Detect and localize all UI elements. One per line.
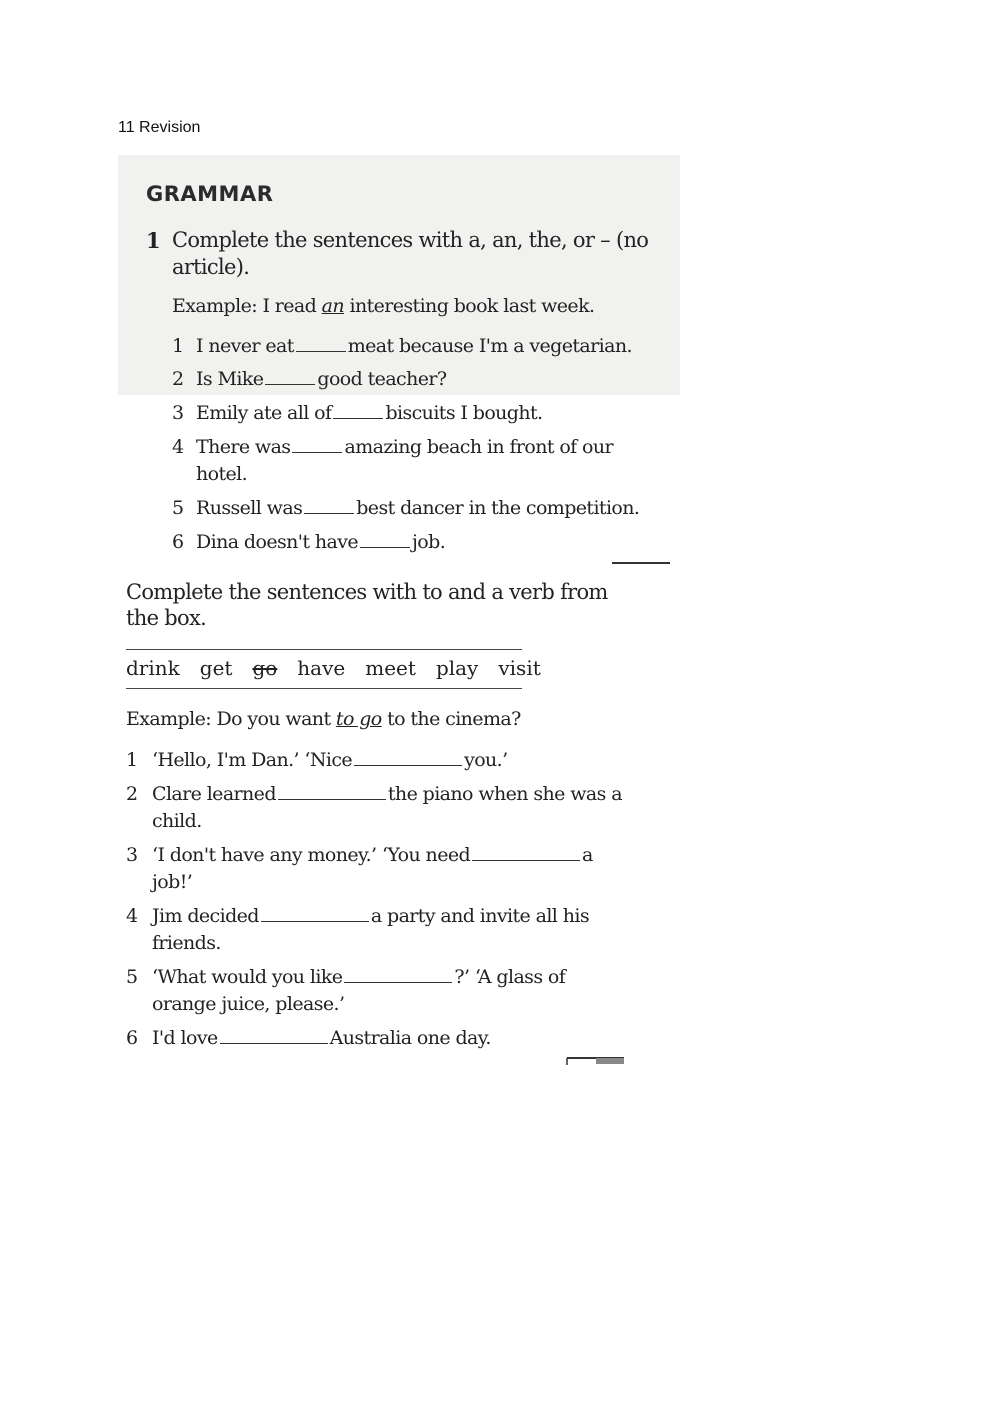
word-box-item: play — [435, 656, 479, 680]
example-suffix: interesting book last week. — [344, 295, 595, 317]
word-box-item-used: go — [252, 656, 278, 680]
item-text-before: There was — [196, 436, 291, 458]
list-item — [152, 1027, 491, 1049]
example-suffix: to the cinema? — [381, 708, 521, 730]
item-text-before: Dina doesn't have — [196, 531, 358, 553]
item-number: 3 — [172, 402, 185, 424]
exercise2-example — [126, 708, 521, 730]
exercise1-number: 1 — [146, 228, 160, 253]
item-number: 4 — [126, 905, 139, 927]
answer-blank[interactable] — [354, 764, 462, 766]
item-number: 5 — [126, 966, 139, 988]
exercise2-instruction-line1: Complete the sentences with to and a verb from — [126, 580, 608, 604]
example-prefix: Example: Do you want — [126, 708, 336, 730]
item-number: 2 — [172, 368, 185, 390]
item-text-continuation: friends. — [152, 932, 221, 954]
item-text-after: you.’ — [464, 749, 508, 771]
item-text-continuation: orange juice, please.’ — [152, 993, 345, 1015]
item-number: 4 — [172, 436, 185, 458]
answer-blank[interactable] — [292, 451, 342, 453]
answer-blank[interactable] — [344, 981, 452, 983]
item-text-continuation: child. — [152, 810, 202, 832]
item-text-before: Clare learned — [152, 783, 276, 805]
list-item — [196, 436, 613, 458]
answer-blank[interactable] — [220, 1042, 328, 1044]
score-box-corner — [566, 1056, 628, 1068]
answer-blank[interactable] — [278, 798, 386, 800]
answer-blank[interactable] — [304, 512, 354, 514]
exercise1-instruction-line1: Complete the sentences with a, an, the, or – (no — [172, 228, 649, 252]
item-text-before: ‘Hello, I'm Dan.’ ‘Nice — [152, 749, 353, 771]
item-text-after: Australia one day. — [329, 1027, 491, 1049]
answer-blank[interactable] — [296, 350, 346, 352]
word-box-bottom-rule — [126, 688, 522, 689]
item-text-after: meat because I'm a vegetarian. — [347, 335, 632, 357]
item-text-before: I'd love — [152, 1027, 218, 1049]
page-label: 11 Revision — [118, 119, 201, 136]
exercise2-instruction-line2: the box. — [126, 606, 207, 630]
answer-blank[interactable] — [261, 920, 369, 922]
word-box-item: meet — [365, 656, 416, 680]
item-text-before: ‘I don't have any money.’ ‘You need — [152, 844, 471, 866]
example-prefix: Example: I read — [172, 295, 322, 317]
score-box-corner — [612, 556, 672, 568]
item-text-after: best dancer in the competition. — [356, 497, 640, 519]
list-item — [196, 368, 446, 390]
item-text-before: ‘What would you like — [152, 966, 343, 988]
item-text-before: Jim decided — [152, 905, 259, 927]
item-text-after: amazing beach in front of our — [344, 436, 614, 458]
list-item — [152, 749, 508, 771]
list-item — [196, 531, 445, 553]
item-text-before: Is Mike — [196, 368, 264, 390]
section-title: GRAMMAR — [146, 182, 274, 206]
item-number: 1 — [126, 749, 139, 771]
item-text-after: biscuits I bought. — [385, 402, 543, 424]
answer-blank[interactable] — [472, 859, 580, 861]
item-text-after: ?’ ‘A glass of — [454, 966, 566, 988]
item-text-after: a — [582, 844, 593, 866]
list-item — [196, 402, 542, 424]
list-item — [196, 335, 632, 357]
item-text-continuation: hotel. — [196, 463, 248, 485]
item-number: 2 — [126, 783, 139, 805]
example-answer: to go — [335, 708, 382, 730]
exercise1-example — [172, 295, 594, 317]
item-text-before: Emily ate all of — [196, 402, 332, 424]
word-box-item: have — [297, 656, 346, 680]
item-number: 6 — [172, 531, 185, 553]
answer-blank[interactable] — [265, 383, 315, 385]
word-box-item: get — [199, 656, 233, 680]
word-box-item: visit — [498, 656, 541, 680]
item-text-after: the piano when she was a — [387, 783, 622, 805]
answer-blank[interactable] — [333, 417, 383, 419]
answer-blank[interactable] — [360, 546, 410, 548]
item-text-continuation: job!’ — [152, 871, 193, 893]
list-item — [152, 783, 622, 805]
item-number: 6 — [126, 1027, 139, 1049]
item-number: 3 — [126, 844, 139, 866]
item-number: 1 — [172, 335, 185, 357]
item-text-before: I never eat — [196, 335, 294, 357]
item-text-after: a party and invite all his — [370, 905, 589, 927]
item-text-after: job. — [412, 531, 446, 553]
list-item — [152, 905, 589, 927]
exercise1-instruction-line2: article). — [172, 255, 250, 279]
example-answer: an — [321, 295, 345, 317]
list-item — [152, 966, 565, 988]
item-number: 5 — [172, 497, 185, 519]
list-item — [152, 844, 593, 866]
list-item — [196, 497, 639, 519]
word-box — [126, 656, 561, 680]
word-box-item: drink — [126, 656, 180, 680]
item-text-after: good teacher? — [317, 368, 447, 390]
item-text-before: Russell was — [196, 497, 303, 519]
word-box-top-rule — [126, 649, 522, 650]
